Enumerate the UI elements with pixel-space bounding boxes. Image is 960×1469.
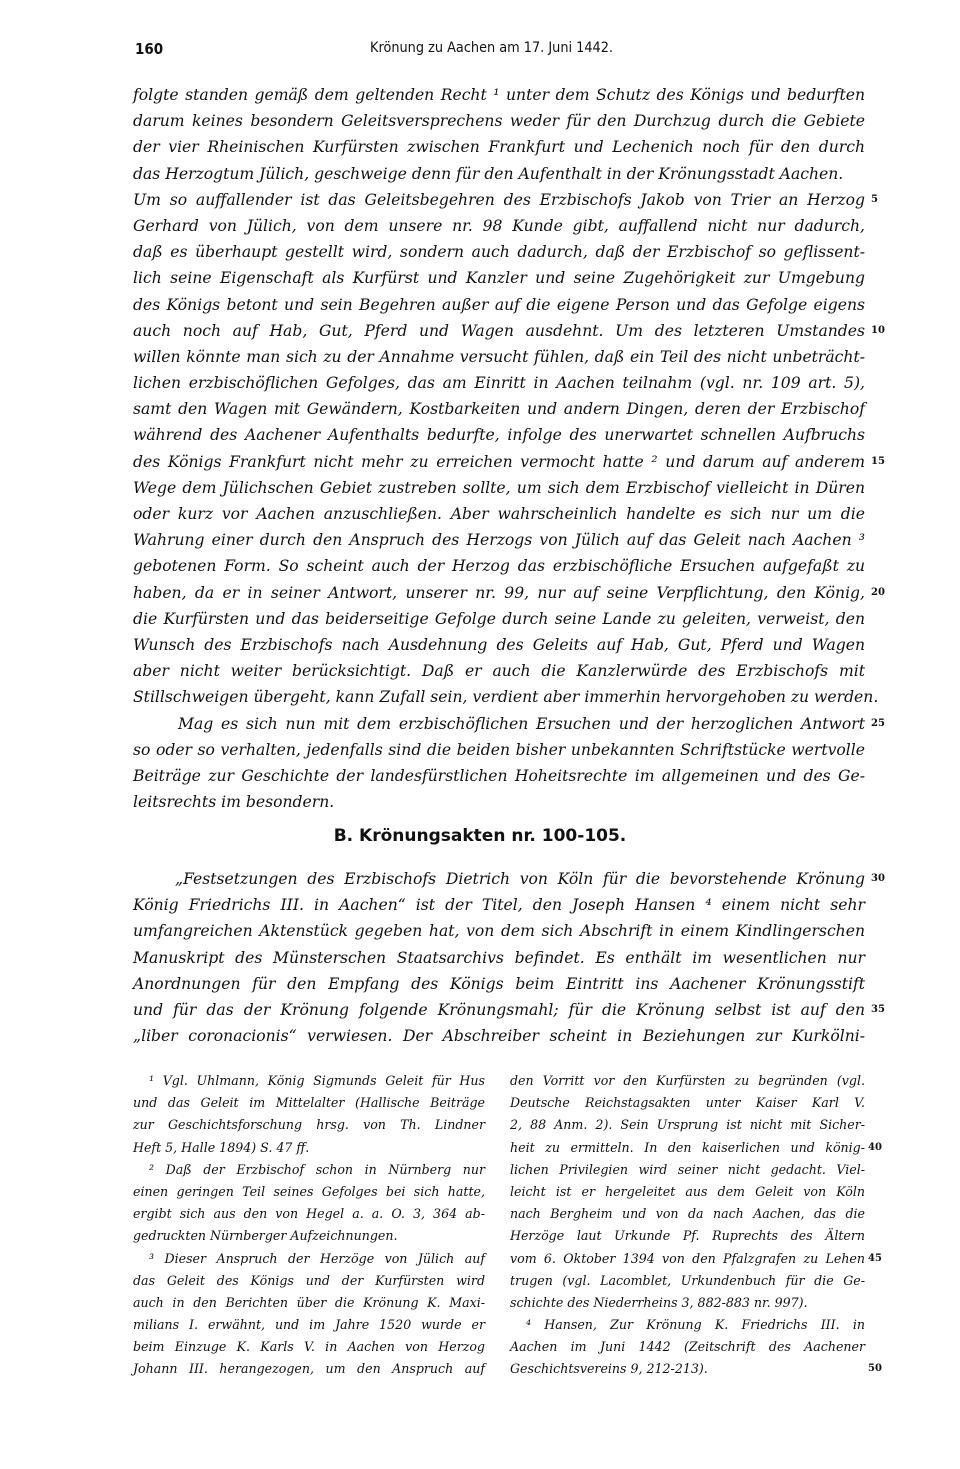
footnote-line-text: Geschichtsvereins 9, 212-213).: [510, 1361, 708, 1377]
body-line-text: leitsrechts im besondern.: [133, 793, 335, 812]
margin-line-number: 45: [868, 1252, 882, 1264]
footnote-line-text: gedruckten Nürnberger Aufzeichnungen.: [133, 1228, 398, 1244]
footnote-line: [510, 1358, 882, 1380]
footnote-line: [133, 1092, 485, 1114]
margin-line-number: 40: [868, 1141, 882, 1153]
footnote-line: [510, 1070, 865, 1092]
footnote-line: [510, 1314, 865, 1336]
body-line-text: Mag es sich nun mit dem erzbischöflichen Ersuchen und der herzoglichen Antwort: [178, 714, 865, 733]
section-line: [133, 997, 885, 1023]
section-line-text: umfangreichen Aktenstück gegeben hat, von dem sich Abschrift in einem Kindlingerschen: [133, 922, 865, 941]
footnote-line-text: Johann III. herangezogen, um den Anspruch auf: [133, 1361, 485, 1377]
body-line: [133, 239, 865, 265]
body-line: [133, 396, 865, 422]
footnote-line-text: zur Geschichtsforschung hrsg. von Th. Lindner: [133, 1117, 485, 1133]
footnote-line-text: einen geringen Teil seines Gefolges bei sich hatte,: [133, 1183, 485, 1199]
footnote-line-text: milians I. erwähnt, und im Jahre 1520 wurde er: [133, 1317, 485, 1333]
footnote-line-text: Deutsche Reichstagsakten unter Kaiser Karl V.: [510, 1095, 865, 1111]
body-line-text: Stillschweigen übergeht, kann Zufall sein, verdient aber immerhin hervorgehoben zu werden.: [133, 688, 879, 707]
body-line-text: des Königs Frankfurt nicht mehr zu erreichen vermocht hatte ² und darum auf anderem: [133, 452, 865, 471]
section-line: [133, 1023, 865, 1049]
footnote-line: [133, 1114, 485, 1136]
section-heading: B. Krönungsakten nr. 100-105.: [333, 826, 627, 846]
footnotes-left-column: [133, 1070, 485, 1381]
footnote-line: [510, 1203, 865, 1225]
footnote-line-text: Herzöge laut Urkunde Pf. Ruprechts des Ältern: [510, 1228, 865, 1244]
section-line-text: Anordnungen für den Empfang des Königs beim Eintritt ins Aachener Krönungsstift: [133, 974, 865, 993]
footnote-line-text: ² Daß der Erzbischof schon in Nürnberg nur: [149, 1161, 485, 1177]
body-line: [133, 527, 865, 553]
body-line-text: Beiträge zur Geschichte der landesfürstlichen Hoheitsrechte im allgemeinen und des Ge-: [133, 766, 865, 785]
footnote-line: [133, 1225, 485, 1247]
body-line: [133, 684, 879, 710]
margin-line-number: 5: [871, 193, 878, 205]
footnote-line-text: den Vorritt vor den Kurfürsten zu begründen (vgl.: [510, 1073, 865, 1088]
body-line: [133, 737, 865, 763]
body-line-text: das Herzogtum Jülich, geschweige denn für den Aufenthalt in der Krönungsstadt Aachen.: [133, 164, 844, 183]
body-line-text: so oder so verhalten, jedenfalls sind die beiden bisher unbekannten Schriftstücke wertvolle: [133, 740, 865, 759]
section-line-text: „liber coronacionis“ verwiesen. Der Abschreiber scheint in Beziehungen zur Kurkölni-: [133, 1027, 865, 1046]
body-line-text: des Königs betont und sein Begehren außer auf die eigene Person und das Gefolge eigens: [133, 295, 865, 314]
body-line-text: auch noch auf Hab, Gut, Pferd und Wagen ausdehnt. Um des letzteren Umstandes: [133, 321, 865, 340]
footnote-line: [133, 1358, 485, 1380]
running-title: Krönung zu Aachen am 17. Juni 1442.: [370, 40, 614, 56]
body-line-text: lichen erzbischöflichen Gefolges, das am Einritt in Aachen teilnahm (vgl. nr. 109 art. 5),: [133, 374, 865, 393]
footnote-line: [133, 1159, 485, 1181]
footnote-line: [510, 1137, 882, 1159]
body-line: [133, 763, 865, 789]
footnote-line: [510, 1270, 865, 1292]
margin-line-number: 10: [871, 324, 885, 336]
footnote-line-text: 2, 88 Anm. 2). Sein Ursprung ist nicht mit Sicher-: [510, 1117, 865, 1133]
body-line: [133, 82, 865, 108]
body-line: [133, 449, 885, 475]
section-line-text: „Festsetzungen des Erzbischofs Dietrich von Köln für die bevorstehende Krönung: [175, 870, 865, 888]
body-line-text: haben, da er in seiner Antwort, unserer nr. 99, nur auf seine Verpflichtung, den König,: [133, 583, 865, 602]
body-line-text: die Kurfürsten und das beiderseitige Gefolge durch seine Lande zu geleiten, verweist, den: [133, 609, 865, 628]
section-line: [133, 971, 865, 997]
margin-line-number: 30: [871, 873, 885, 884]
body-line-text: während des Aachener Aufenthalts bedurfte, infolge des unerwartet schnellen Aufbruchs: [133, 426, 865, 445]
footnote-line: [133, 1270, 485, 1292]
body-line-text: Wunsch des Erzbischofs nach Ausdehnung des Geleits auf Hab, Gut, Pferd und Wagen: [133, 635, 865, 654]
footnote-line-text: vom 6. Oktober 1394 von den Pfalzgrafen zu Lehen: [510, 1250, 865, 1266]
footnote-line: [510, 1336, 865, 1358]
body-line-text: gebotenen Form. So scheint auch der Herzog das erzbischöfliche Ersuchen aufgefaßt zu: [133, 557, 865, 576]
footnote-line-text: trugen (vgl. Lacomblet, Urkundenbuch für die Ge-: [510, 1272, 865, 1288]
footnote-line: [133, 1070, 485, 1092]
body-line: [133, 606, 865, 632]
section-line-text: König Friedrichs III. in Aachen“ ist der Titel, den Joseph Hansen ⁴ einem nicht sehr: [133, 896, 865, 915]
body-line: [133, 265, 865, 291]
body-line-text: lich seine Eigenschaft als Kurfürst und Kanzler und seine Zugehörigkeit zur Umgebung: [133, 269, 865, 288]
body-line-text: oder kurz vor Aachen anzuschließen. Aber wahrscheinlich handelte es sich nur um die: [133, 505, 865, 523]
section-text: [133, 866, 885, 1049]
page-header: [135, 40, 865, 64]
body-line: [133, 553, 865, 579]
footnote-line-text: ⁴ Hansen, Zur Krönung K. Friedrichs III. in: [526, 1317, 865, 1333]
body-line: [133, 292, 865, 318]
main-text: [133, 82, 885, 815]
footnote-line-text: lichen Privilegien wird seiner nicht gedacht. Viel-: [510, 1161, 865, 1177]
footnote-line: [510, 1114, 865, 1136]
section-line-text: und für das der Krönung folgende Krönungsmahl; für die Krönung selbst ist auf den: [133, 1000, 865, 1019]
footnote-line: [133, 1181, 485, 1203]
body-line-text: folgte standen gemäß dem geltenden Recht ¹ unter dem Schutz des Königs und bedurften: [133, 86, 865, 104]
section-line-text: Manuskript des Münsterschen Staatsarchivs befindet. Es enthält im wesentlichen nur: [133, 948, 865, 967]
body-line: [133, 658, 865, 684]
margin-line-number: 25: [871, 717, 885, 729]
margin-line-number: 50: [868, 1363, 882, 1375]
body-line: [133, 580, 885, 606]
footnote-line-text: beim Einzuge K. Karls V. in Aachen von Herzog: [133, 1339, 485, 1355]
footnote-line-text: und das Geleit im Mittelalter (Hallische Beiträge: [133, 1095, 485, 1111]
footnote-line-text: leicht ist er hergeleitet aus dem Geleit von Köln: [510, 1183, 865, 1199]
body-line: [133, 187, 878, 213]
footnotes-right-column: [510, 1070, 882, 1381]
body-line-text: aber nicht weiter berücksichtigt. Daß er auch die Kanzlerwürde des Erzbischofs mit: [133, 662, 865, 681]
section-line: [133, 918, 865, 944]
footnote-line-text: ³ Dieser Anspruch der Herzöge von Jülich auf: [149, 1250, 485, 1266]
body-line-text: Wahrung einer durch den Anspruch des Herzogs von Jülich auf das Geleit nach Aachen ³: [133, 531, 865, 550]
section-line: [133, 945, 865, 971]
body-line: [133, 161, 865, 187]
footnote-line-text: nach Bergheim und von da nach Aachen, das die: [510, 1206, 865, 1222]
footnote-line-text: Aachen im Juni 1442 (Zeitschrift des Aachener: [510, 1339, 865, 1355]
footnote-line: [133, 1314, 485, 1336]
footnote-line-text: heit zu ermitteln. In den kaiserlichen und könig-: [510, 1139, 865, 1155]
body-line: [133, 475, 865, 501]
footnote-line: [510, 1248, 882, 1270]
footnote-line-text: ergibt sich aus den von Hegel a. a. O. 3, 364 ab-: [133, 1206, 485, 1222]
body-line-text: Um so auffallender ist das Geleitsbegehren des Erzbischofs Jakob von Trier an Herzog: [133, 190, 865, 209]
body-line: [133, 789, 865, 815]
body-line-text: Gerhard von Jülich, von dem unsere nr. 98 Kunde gibt, auffallend nicht nur dadurch,: [133, 216, 865, 235]
footnote-line: [510, 1092, 865, 1114]
body-line: [133, 632, 865, 658]
footnote-line: [133, 1248, 485, 1270]
body-line: [133, 213, 865, 239]
footnote-line: [510, 1181, 865, 1203]
body-line: [133, 422, 865, 448]
body-line: [133, 134, 865, 160]
margin-line-number: 15: [871, 455, 885, 467]
body-line: [133, 108, 865, 134]
body-line: [133, 711, 885, 737]
body-line-text: darum keines besondern Geleitsversprechens weder für den Durchzug durch die Gebiete: [133, 112, 865, 131]
section-line: [133, 892, 865, 918]
footnote-line: [133, 1336, 485, 1358]
body-line-text: willen könnte man sich zu der Annahme versucht fühlen, daß ein Teil des nicht unbeträcht-: [133, 347, 865, 366]
body-line-text: der vier Rheinischen Kurfürsten zwischen Frankfurt und Lechenich noch für den durch: [133, 138, 865, 157]
body-line-text: daß es überhaupt gestellt wird, sondern auch dadurch, daß der Erzbischof so geflissent-: [133, 243, 865, 262]
body-line: [133, 501, 865, 527]
margin-line-number: 35: [871, 1003, 885, 1015]
body-line-text: Wege dem Jülichschen Gebiet zustreben sollte, um sich dem Erzbischof vielleicht in Düren: [133, 478, 865, 497]
body-line: [133, 370, 865, 396]
body-line-text: samt den Wagen mit Gewändern, Kostbarkeiten und andern Dingen, deren der Erzbischof: [133, 400, 865, 419]
footnote-line: [510, 1159, 865, 1181]
footnote-line: [133, 1292, 485, 1314]
margin-line-number: 20: [871, 586, 885, 598]
footnote-line: [133, 1203, 485, 1225]
footnote-line-text: ¹ Vgl. Uhlmann, König Sigmunds Geleit für Hus: [149, 1073, 485, 1088]
footnote-line: [133, 1137, 485, 1159]
section-line: [133, 866, 885, 892]
page-number: 160: [135, 40, 164, 58]
footnote-line: [510, 1292, 865, 1314]
footnote-line-text: das Geleit des Königs und der Kurfürsten wird: [133, 1272, 485, 1288]
footnote-line-text: auch in den Berichten über die Krönung K. Maxi-: [133, 1294, 485, 1310]
footnote-line: [510, 1225, 865, 1247]
body-line: [133, 318, 885, 344]
footnote-line-text: schichte des Niederrheins 3, 882-883 nr. 997).: [510, 1294, 808, 1310]
footnote-line-text: Heft 5, Halle 1894) S. 47 ff.: [133, 1139, 310, 1155]
body-line: [133, 344, 865, 370]
